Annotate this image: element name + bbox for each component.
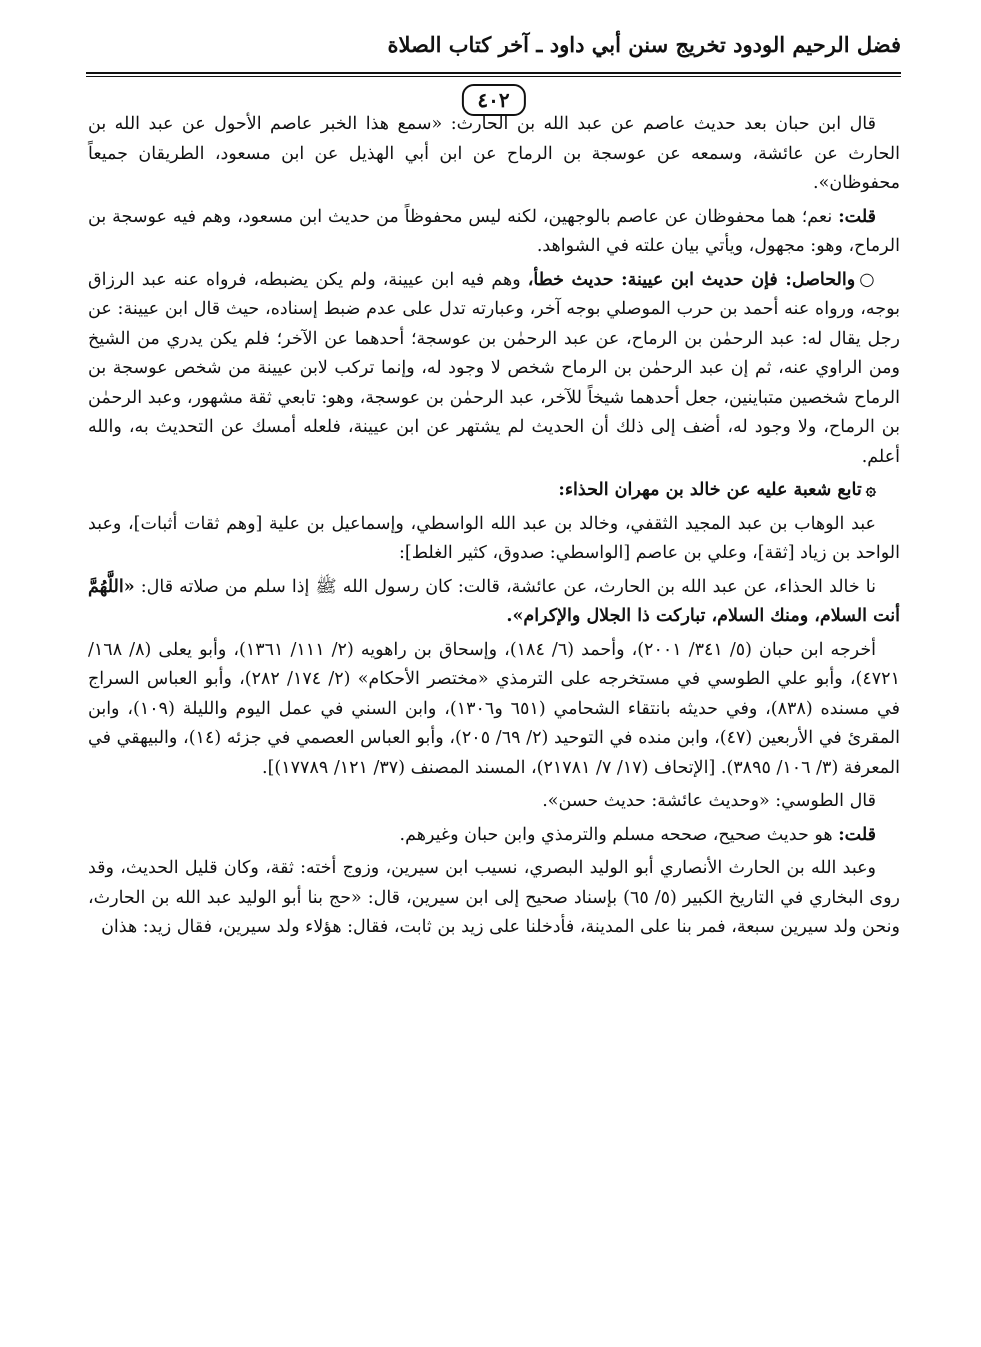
- paragraph: [88, 821, 900, 851]
- paragraph: [88, 854, 900, 943]
- section-heading: [88, 476, 900, 506]
- page-number: ٤٠٢: [461, 84, 525, 116]
- paragraph: [88, 203, 900, 262]
- circle-marker-icon: ○: [859, 269, 876, 290]
- header-rule: [86, 72, 901, 74]
- paragraph-label: والحاصل:: [785, 269, 856, 290]
- header-rule-thin: [86, 76, 901, 77]
- paragraph-text: هو حديث صحيح، صححه مسلم والترمذي وابن حبان وغيرهم.: [399, 824, 839, 845]
- paragraph-text: وعبد الله بن الحارث الأنصاري أبو الوليد البصري، نسيب ابن سيرين، وزوج أخته: ثقة، وكان قليل الحديث، وقد روى البخاري في التاريخ الكبير (٥/ ٦٥) بإسناد صحيح إلى ابن سيرين، قال: «حج بنا أبو الوليد عبد الله بن الحارث، ونحن ولد سيرين سبعة، فمر بنا على المدينة، فأدخلنا على زيد بن ثابت، فقال: هؤلاء ولد سيرين، فقال زيد: هذان: [88, 858, 900, 937]
- page-body: [88, 110, 900, 947]
- paragraph-text: قال ابن حبان بعد حديث عاصم عن عبد الله بن الحارث: «سمع هذا الخبر عاصم الأحول عن عبد الله بن الحارث عن عائشة، وسمعه عن عوسجة بن الرماح عن ابن أبي الهذيل عن ابن مسعود، الطريقان جميعاً محفوظان».: [88, 114, 900, 193]
- paragraph-bold-text: فإن حديث ابن عيينة: حديث خطأ،: [527, 269, 786, 290]
- paragraph-label: قلت:: [838, 824, 876, 845]
- running-title: فضل الرحيم الودود تخريج سنن أبي داود ـ آخر كتاب الصلاة: [387, 32, 901, 57]
- paragraph-text: وهم فيه ابن عيينة، ولم يكن يضبطه، فرواه عنه عبد الرزاق بوجه، ورواه عنه أحمد بن حرب الموصلي بوجه آخر، وعبارته تدل على عدم ضبط إسناده، حيث قال ابن عيينة: عن رجل يقال له: عبد الرحمٰن بن الرماح، عن عبد الرحمٰن بن عوسجة؛ أحدهما عن الآخر؛ فلم يكن يدري من الشيخ ومن الراوي عنه، ثم إن عبد الرحمٰن بن الرماح شخص لا وجود له، وإنما تركب لابن عيينة من شخص عوسجة بن الرماح شخصين متباينين، جعل أحدهما شيخاً للآخر، عبد الرحمٰن بن عوسجة، وهو: تابعي ثقة مشهور، وعبد الرحمٰن بن الرماح، ولا وجود له، أضف إلى ذلك أن الحديث لم يشتهر عن ابن عيينة، فلعله أمسك عن التحديث به، والله أعلم.: [88, 269, 900, 467]
- paragraph-text: عبد الوهاب بن عبد المجيد الثقفي، وخالد بن عبد الله الواسطي، وإسماعيل بن علية [وهم ثقات أثبات]، وعبد الواحد بن زياد [ثقة]، وعلي بن عاصم [الواسطي: صدوق، كثير الغلط]:: [88, 513, 900, 563]
- paragraph-text: أخرجه ابن حبان (٥/ ٣٤١/ ٢٠٠١)، وأحمد (٦/ ١٨٤)، وإسحاق بن راهويه (٢/ ١١١/ ١٣٦١)، وأبو يعلى (٨/ ١٦٨/ ٤٧٢١)، وأبو علي الطوسي في مستخرجه على الترمذي «مختصر الأحكام» (٢/ ١٧٤/ ٢٨٢)، وأبو العباس السراج في مسنده (٨٣٨)، وفي حديثه بانتقاء الشحامي (٦٥١ و١٣٠٦)، وابن السني في عمل اليوم والليلة (١٠٩)، وابن المقرئ في الأربعين (٤٧)، وابن منده في التوحيد (٢/ ٦٩/ ٢٠٥)، وأبو العباس العصمي في جزئه (١٤)، والبيهقي في المعرفة (٣/ ١٠٦/ ٣٨٩٥). [الإتحاف (١٧/ ٧/ ٢١٧٨١)، المسند المصنف (٣٧/ ١٢١/ ١٧٧٨٩)].: [88, 639, 901, 778]
- page-header: [86, 32, 901, 112]
- paragraph: [88, 510, 900, 569]
- hadith-paragraph: [88, 573, 900, 632]
- paragraph: [88, 110, 900, 199]
- takhrij-paragraph: [88, 636, 900, 784]
- section-heading-text: تابع شعبة عليه عن خالد بن مهران الحذاء:: [558, 480, 862, 500]
- paragraph-label: قلت:: [838, 206, 876, 227]
- paragraph-text: نعم؛ هما محفوظان عن عاصم بالوجهين، لكنه ليس محفوظاً من حديث ابن مسعود، وهم فيه عوسجة بن الرماح، وهو: مجهول، ويأتي بيان علته في الشواهد.: [88, 206, 900, 256]
- ornament-icon: ۞: [865, 480, 876, 500]
- hadith-text: «اللَّهُمَّ أنت السلام، ومنك السلام، تباركت ذا الجلال والإكرام».: [88, 576, 900, 626]
- paragraph-text: قال الطوسي: «وحديث عائشة: حديث حسن».: [542, 791, 876, 811]
- paragraph: [88, 787, 900, 817]
- paragraph: [88, 266, 900, 473]
- paragraph-text: نا خالد الحذاء، عن عبد الله بن الحارث، عن عائشة، قالت: كان رسول الله ﷺ إذا سلم من صلاته قال:: [134, 576, 876, 597]
